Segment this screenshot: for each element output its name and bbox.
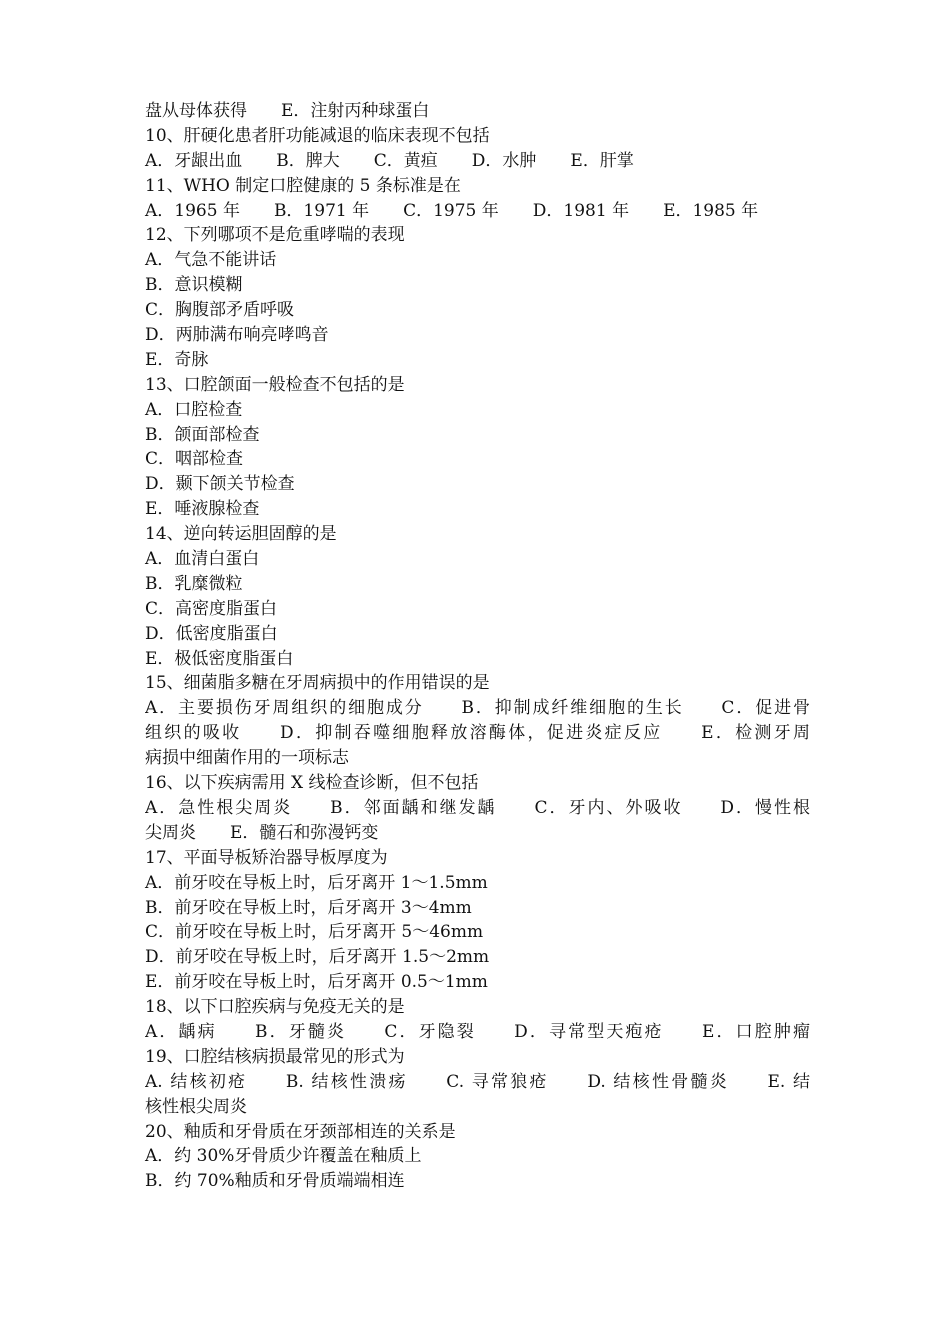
option-line: B．颌面部检查 <box>145 424 260 445</box>
option-line: D．颞下颌关节检查 <box>145 474 295 495</box>
question-16-options: A．急性根尖周炎 B．邻面龋和继发龋 C．牙内、外吸收 D．慢性根 <box>145 797 810 818</box>
option-line: A．气急不能讲话 <box>145 250 277 271</box>
option-line: A．血清白蛋白 <box>145 549 260 570</box>
question-15-options: 组织的吸收 D．抑制吞噬细胞释放溶酶体，促进炎症反应 E．检测牙周 <box>145 723 810 744</box>
option-line: C．胸腹部矛盾呼吸 <box>145 300 295 321</box>
question-14-stem: 14、逆向转运胆固醇的是 <box>145 524 337 545</box>
option-line: C．高密度脂蛋白 <box>145 598 278 619</box>
option-line: E．唾液腺检查 <box>145 499 260 520</box>
option-line: E．前牙咬在导板上时，后牙离开 0.5～1mm <box>145 972 488 993</box>
question-16-options: 尖周炎 E．髓石和弥漫钙变 <box>145 822 379 843</box>
question-10-stem: 10、肝硬化患者肝功能减退的临床表现不包括 <box>145 125 490 146</box>
question-12-stem: 12、下列哪项不是危重哮喘的表现 <box>145 225 405 246</box>
option-line: D．两肺满布响亮哮鸣音 <box>145 325 329 346</box>
option-line: D．低密度脂蛋白 <box>145 623 278 644</box>
option-line: A．口腔检查 <box>145 399 243 420</box>
option-line: B．约 70%釉质和牙骨质端端相连 <box>145 1171 405 1192</box>
question-11-stem: 11、WHO 制定口腔健康的 5 条标准是在 <box>145 175 461 196</box>
question-15-options: 病损中细菌作用的一项标志 <box>145 748 349 769</box>
question-18-options: A．龋病 B．牙髓炎 C．牙隐裂 D．寻常型天疱疮 E．口腔肿瘤 <box>145 1021 810 1042</box>
question-17-stem: 17、平面导板矫治器导板厚度为 <box>145 847 388 868</box>
document-body <box>145 99 810 1194</box>
question-19-options: A. 结核初疮 B. 结核性溃疡 C. 寻常狼疮 D. 结核性骨髓炎 E. 结 <box>145 1071 810 1092</box>
question-10-options: A．牙龈出血 B．脾大 C．黄疸 D．水肿 E．肝掌 <box>145 150 634 171</box>
question-18-stem: 18、以下口腔疾病与免疫无关的是 <box>145 997 405 1018</box>
option-line: C．咽部检查 <box>145 449 244 470</box>
question-19-options: 核性根尖周炎 <box>145 1096 247 1117</box>
text-line: 盘从母体获得 E．注射丙种球蛋白 <box>145 101 430 121</box>
option-line: A．约 30%牙骨质少许覆盖在釉质上 <box>145 1146 422 1167</box>
question-15-options: A．主要损伤牙周组织的细胞成分 B．抑制成纤维细胞的生长 C．促进骨 <box>145 698 810 719</box>
question-13-stem: 13、口腔颌面一般检查不包括的是 <box>145 374 405 395</box>
option-line: B．意识模糊 <box>145 275 243 296</box>
question-16-stem: 16、以下疾病需用 X 线检查诊断，但不包括 <box>145 773 479 794</box>
option-line: A．前牙咬在导板上时，后牙离开 1～1.5mm <box>145 872 488 893</box>
option-line: D．前牙咬在导板上时，后牙离开 1.5～2mm <box>145 947 490 968</box>
question-20-stem: 20、釉质和牙骨质在牙颈部相连的关系是 <box>145 1121 456 1142</box>
option-line: B．前牙咬在导板上时，后牙离开 3～4mm <box>145 897 472 918</box>
option-line: E．极低密度脂蛋白 <box>145 648 294 669</box>
option-line: C．前牙咬在导板上时，后牙离开 5～46mm <box>145 922 484 943</box>
question-19-stem: 19、口腔结核病损最常见的形式为 <box>145 1046 405 1067</box>
question-15-stem: 15、细菌脂多糖在牙周病损中的作用错误的是 <box>145 673 490 694</box>
option-line: E．奇脉 <box>145 349 209 370</box>
question-11-options: A．1965 年 B．1971 年 C．1975 年 D．1981 年 E．1985 年 <box>145 200 759 221</box>
option-line: B．乳糜微粒 <box>145 573 243 594</box>
